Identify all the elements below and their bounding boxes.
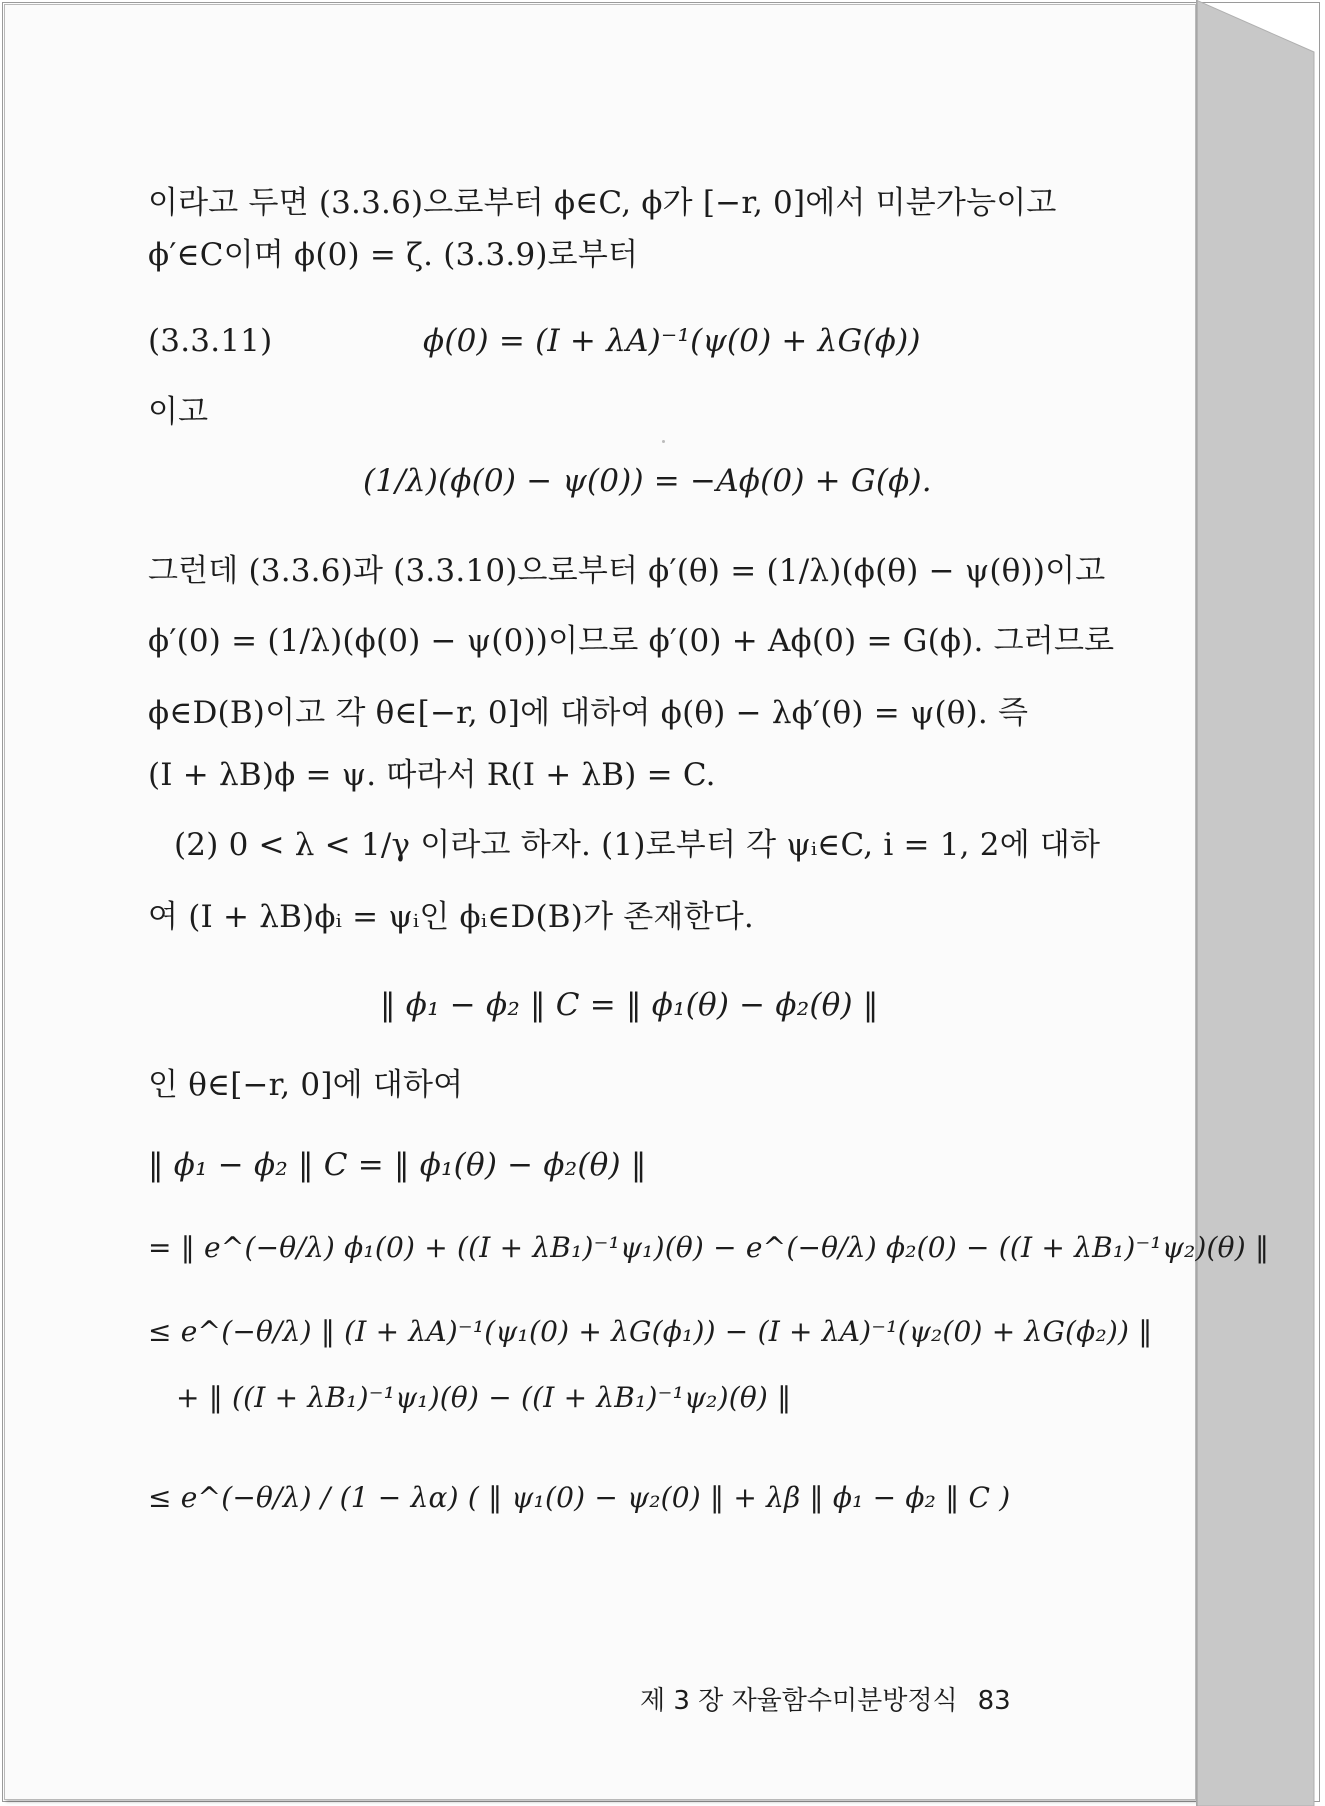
page-footer — [640, 1680, 1011, 1717]
text-line-10: 인 θ∈[−r, 0]에 대하여 — [148, 1067, 464, 1103]
scan-speck — [662, 440, 665, 443]
text-line-7: (I + λB)ϕ = ψ. 따라서 R(I + λB) = C. — [148, 757, 716, 793]
book-edge — [1196, 0, 1325, 1806]
inequality-line-2: = ‖ e^(−θ/λ) ϕ₁(0) + ((I + λB₁)⁻¹ψ₁)(θ) − e^(−θ/λ) ϕ₂(0) − ((I + λB₁)⁻¹ψ₂)(θ) ‖ — [148, 1231, 1270, 1264]
inequality-line-1: ‖ ϕ₁ − ϕ₂ ‖ C = ‖ ϕ₁(θ) − ϕ₂(θ) ‖ — [148, 1147, 647, 1183]
text-line-3: 이고 — [148, 394, 209, 430]
text-line-8: (2) 0 < λ < 1/γ 이라고 하자. (1)로부터 각 ψᵢ∈C, i = 1, 2에 대하 — [174, 827, 1101, 863]
equation-number-3-3-11: (3.3.11) — [148, 323, 273, 359]
text-line-5: ϕ′(0) = (1/λ)(ϕ(0) − ψ(0))이므로 ϕ′(0) + Aϕ(0) = G(ϕ). 그러므로 — [148, 623, 1115, 659]
inequality-line-3: ≤ e^(−θ/λ) ‖ (I + λA)⁻¹(ψ₁(0) + λG(ϕ₁)) − (I + λA)⁻¹(ψ₂(0) + λG(ϕ₂)) ‖ — [148, 1315, 1153, 1348]
inequality-line-4: + ‖ ((I + λB₁)⁻¹ψ₁)(θ) − ((I + λB₁)⁻¹ψ₂)(θ) ‖ — [176, 1381, 792, 1414]
page-number: 83 — [977, 1686, 1011, 1716]
chapter-title: 제 3 장 자율함수미분방정식 — [640, 1686, 958, 1716]
text-line-1: 이라고 두면 (3.3.6)으로부터 ϕ∈C, ϕ가 [−r, 0]에서 미분가능이고 — [148, 185, 1057, 221]
equation-norm: ‖ ϕ₁ − ϕ₂ ‖ C = ‖ ϕ₁(θ) − ϕ₂(θ) ‖ — [380, 987, 879, 1023]
inequality-line-5: ≤ e^(−θ/λ) / (1 − λα) ( ‖ ψ₁(0) − ψ₂(0) ‖ + λβ ‖ ϕ₁ − ϕ₂ ‖ C ) — [148, 1481, 1011, 1514]
text-line-4: 그런데 (3.3.6)과 (3.3.10)으로부터 ϕ′(θ) = (1/λ)(ϕ(θ) − ψ(θ))이고 — [148, 553, 1106, 589]
equation-resolvent: (1/λ)(ϕ(0) − ψ(0)) = −Aϕ(0) + G(ϕ). — [363, 463, 932, 499]
equation-3-3-11: ϕ(0) = (I + λA)⁻¹(ψ(0) + λG(ϕ)) — [423, 323, 921, 359]
text-line-6: ϕ∈D(B)이고 각 θ∈[−r, 0]에 대하여 ϕ(θ) − λϕ′(θ) = ψ(θ). 즉 — [148, 695, 1029, 731]
text-line-9: 여 (I + λB)ϕᵢ = ψᵢ인 ϕᵢ∈D(B)가 존재한다. — [148, 899, 754, 935]
text-line-2: ϕ′∈C이며 ϕ(0) = ζ. (3.3.9)로부터 — [148, 237, 639, 273]
